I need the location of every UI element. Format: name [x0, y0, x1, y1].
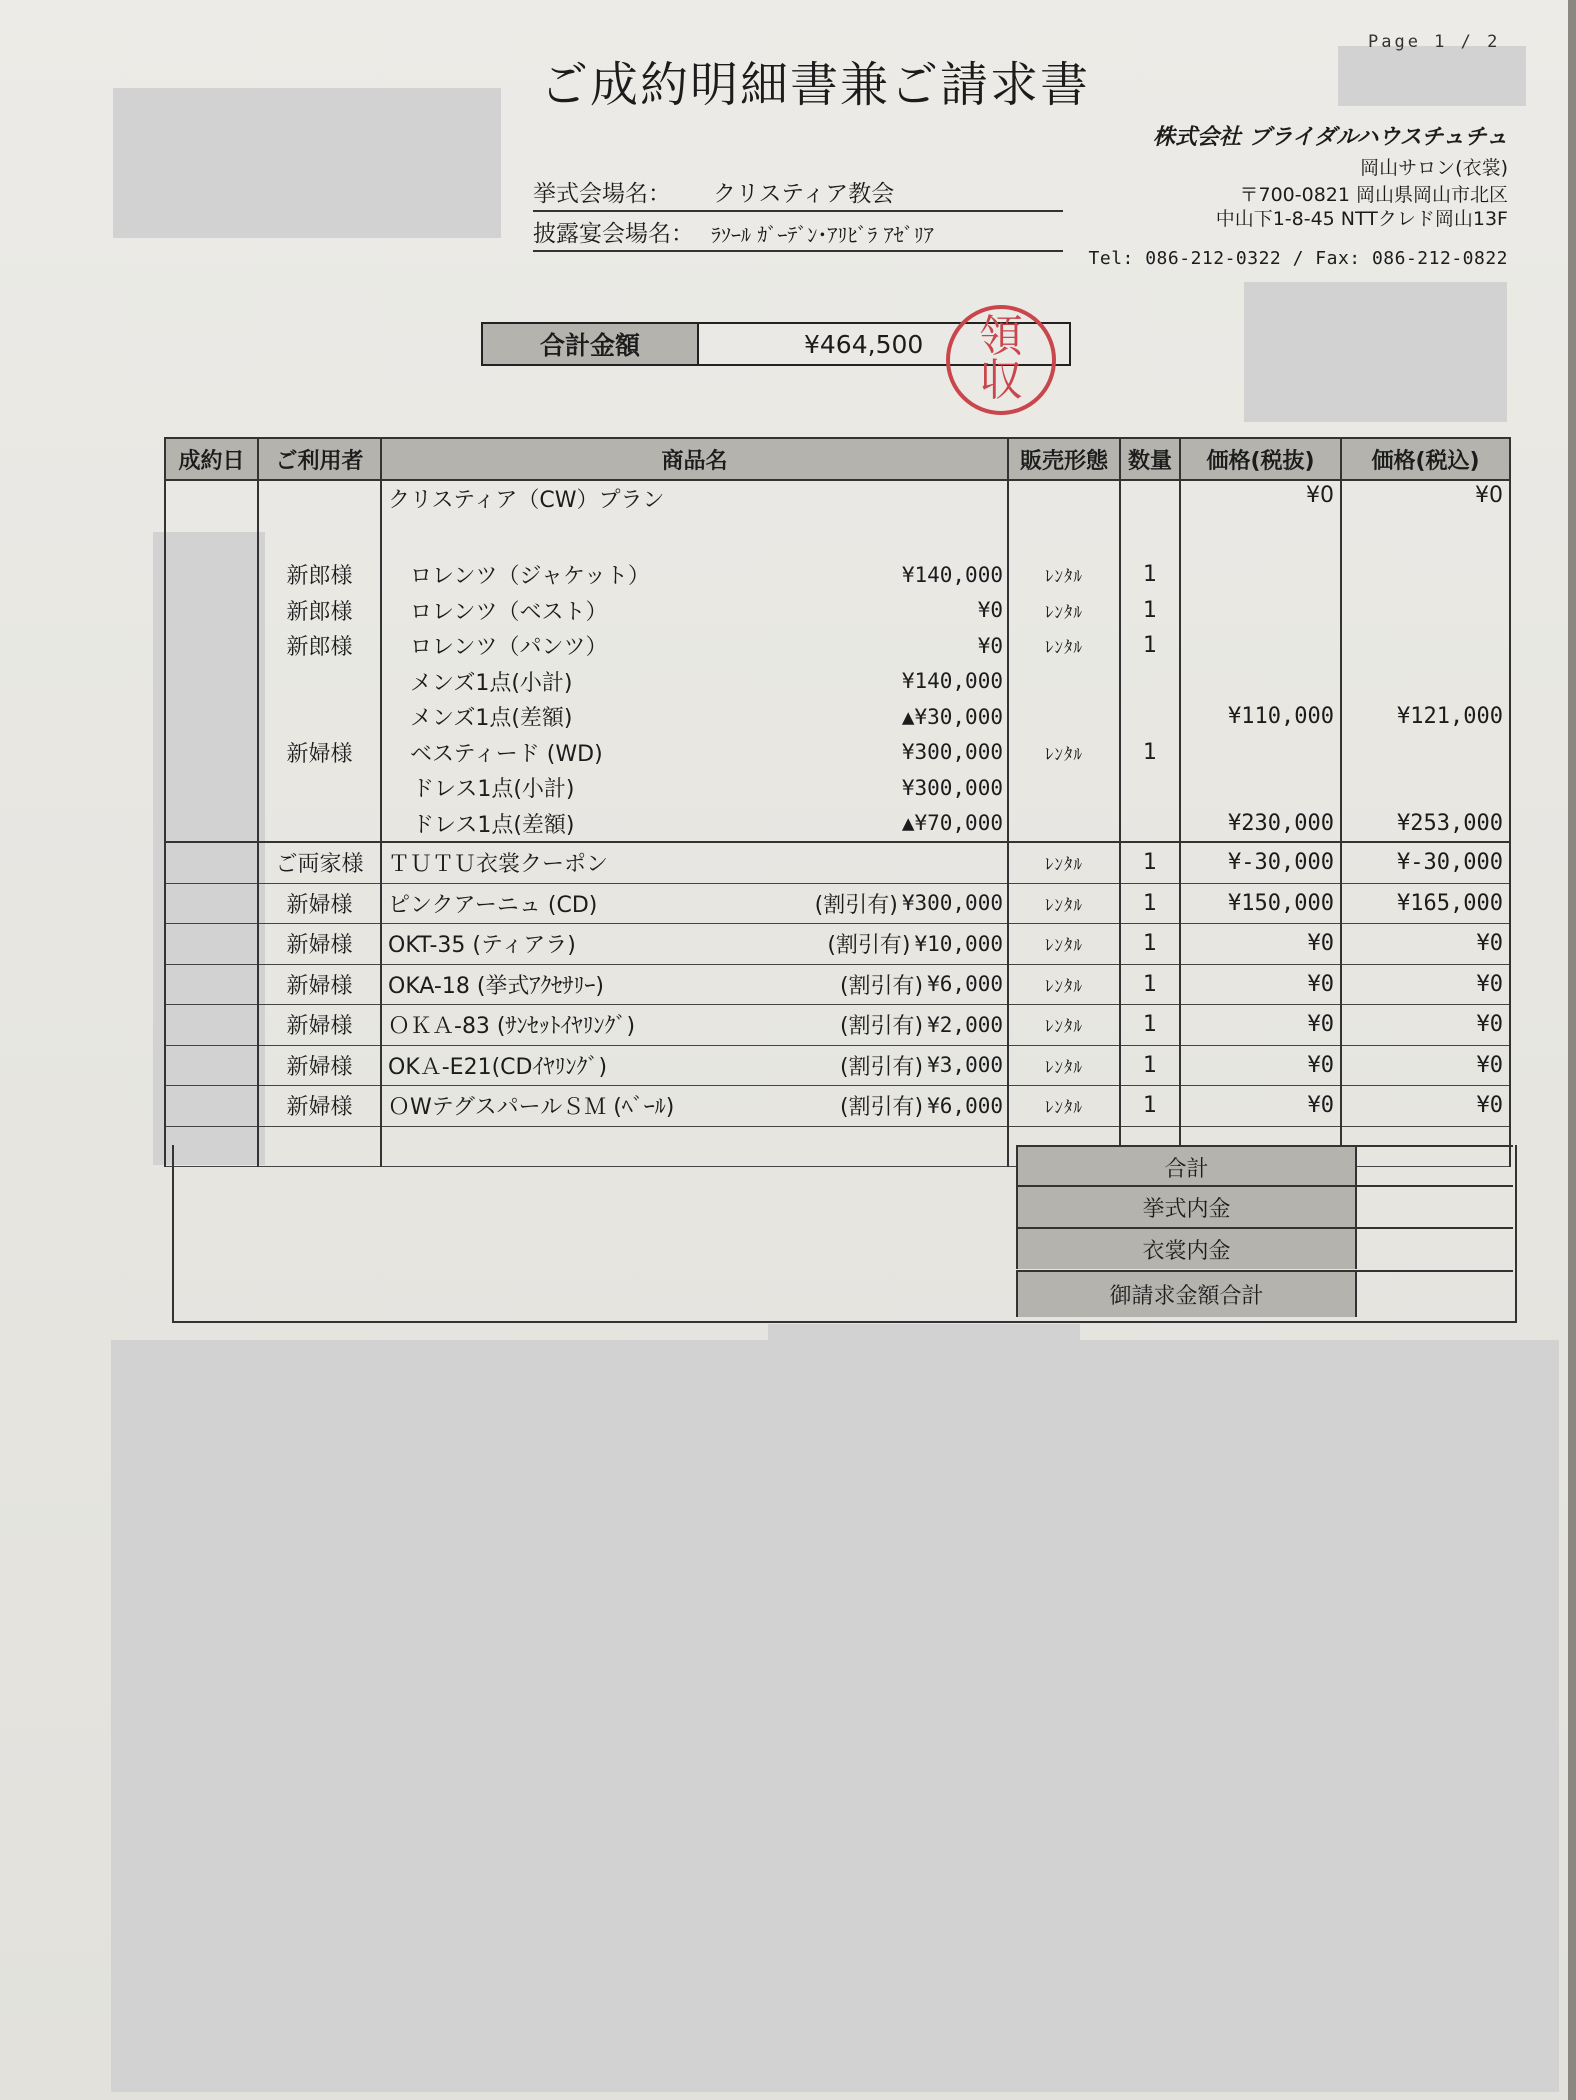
quantity-cell: 1	[1120, 842, 1180, 883]
quantity-cell	[1120, 699, 1180, 735]
product-name: ドレス1点(小計)	[412, 777, 575, 803]
price-cell: ¥110,000	[1180, 699, 1341, 735]
tax-cell: ¥0	[1341, 964, 1510, 1005]
user-cell	[258, 664, 381, 700]
product-name: ピンクアーニュ (CD)	[388, 892, 598, 918]
tax-cell: ¥0	[1341, 1086, 1510, 1127]
total-amount-label: 合計金額	[483, 324, 699, 364]
ceremony-venue-label: 挙式会場名：	[533, 181, 671, 207]
product-cell	[381, 964, 1008, 1005]
sales-type-cell: ﾚﾝﾀﾙ	[1008, 1045, 1120, 1086]
product-amount: ¥140,000	[901, 669, 1003, 694]
product-amount: ¥10,000	[914, 931, 1003, 956]
product-amount: ¥0	[977, 598, 1003, 623]
price-cell: ¥0	[1180, 1045, 1341, 1086]
plan-item-row	[165, 770, 1510, 806]
product-cell	[381, 806, 1008, 843]
user-cell: 新婦様	[258, 924, 381, 965]
summary-row-ceremony-deposit	[1016, 1185, 1513, 1227]
quantity-cell: 1	[1120, 735, 1180, 771]
discount-label: (割引有)	[839, 1014, 924, 1040]
user-cell: 新郎様	[258, 557, 381, 593]
plan-item-row	[165, 628, 1510, 664]
quantity-cell: 1	[1120, 1086, 1180, 1127]
price-cell: ¥230,000	[1180, 806, 1341, 843]
total-amount-value: ¥464,500	[804, 329, 924, 359]
product-amount: ¥0	[977, 633, 1003, 658]
product-amount: ¥300,000	[901, 775, 1003, 800]
table-row	[165, 924, 1510, 965]
header-user: ご利用者	[258, 438, 381, 480]
product-cell	[381, 924, 1008, 965]
sales-type-cell: ﾚﾝﾀﾙ	[1008, 964, 1120, 1005]
page-number: Page 1 / 2	[1368, 32, 1501, 52]
user-cell: 新婦様	[258, 1005, 381, 1046]
price-cell: ¥150,000	[1180, 883, 1341, 924]
quantity-cell	[1120, 664, 1180, 700]
product-cell	[381, 735, 1008, 771]
summary-ceremony-deposit-label: 挙式内金	[1016, 1187, 1357, 1227]
product-amount: ¥300,000	[901, 740, 1003, 765]
product-amount: ¥3,000	[927, 1053, 1003, 1078]
receipt-stamp	[946, 305, 1056, 415]
company-address-2: 中山下1-8-45 NTTクレド岡山13F	[1215, 208, 1508, 230]
company-salon: 岡山サロン(衣裳)	[1360, 157, 1508, 179]
tax-cell: ¥165,000	[1341, 883, 1510, 924]
plan-item-row	[165, 557, 1510, 593]
table-row	[165, 1045, 1510, 1086]
quantity-cell	[1120, 806, 1180, 843]
product-name: ＴＵＴＵ衣裳クーポン	[388, 852, 609, 878]
product-cell	[381, 1045, 1008, 1086]
tax-cell: ¥0	[1341, 1045, 1510, 1086]
sales-type-cell: ﾚﾝﾀﾙ	[1008, 924, 1120, 965]
sales-type-cell	[1008, 699, 1120, 735]
tax-cell	[1341, 735, 1510, 771]
summary-row-subtotal	[1016, 1145, 1513, 1187]
summary-box	[172, 1145, 1517, 1323]
tax-cell: ¥253,000	[1341, 806, 1510, 843]
table-header-row	[165, 438, 1510, 480]
quantity-cell: 1	[1120, 1005, 1180, 1046]
items-table	[164, 437, 1511, 1167]
user-cell: 新郎様	[258, 593, 381, 629]
ceremony-venue-value: クリスティア教会	[713, 181, 895, 207]
product-amount: ¥6,000	[927, 1093, 1003, 1118]
plan-item-row	[165, 699, 1510, 735]
product-amount: ¥6,000	[927, 972, 1003, 997]
product-amount: ¥2,000	[927, 1012, 1003, 1037]
reception-venue-value: ﾗｿｰﾙ ｶﾞｰﾃﾞﾝ･ｱﾘﾋﾞﾗ ｱｾﾞﾘｱ	[711, 223, 934, 247]
reception-venue-label: 披露宴会場名：	[533, 221, 694, 247]
discount-label: (割引有)	[839, 1095, 924, 1121]
quantity-cell: 1	[1120, 964, 1180, 1005]
price-cell	[1180, 770, 1341, 806]
table-row	[165, 883, 1510, 924]
product-cell	[381, 628, 1008, 664]
product-name: メンズ1点(差額)	[410, 706, 573, 732]
user-cell: 新郎様	[258, 628, 381, 664]
product-cell	[381, 557, 1008, 593]
header-quantity: 数量	[1120, 438, 1180, 480]
product-name: ＯWテグスパールＳＭ (ﾍﾞｰﾙ)	[388, 1095, 675, 1121]
product-name: ロレンツ（ジャケット）	[410, 564, 650, 590]
table-row	[165, 1005, 1510, 1046]
table-row	[165, 842, 1510, 883]
product-name: ＯＫＡ-83 (ｻﾝｾｯﾄｲﾔﾘﾝｸﾞ)	[388, 1014, 636, 1040]
product-cell	[381, 699, 1008, 735]
header-sales-type: 販売形態	[1008, 438, 1120, 480]
tax-cell	[1341, 664, 1510, 700]
stamp-char-1: 領	[979, 311, 1023, 362]
plan-row	[165, 480, 1510, 557]
sales-type-cell: ﾚﾝﾀﾙ	[1008, 557, 1120, 593]
plan-item-row	[165, 664, 1510, 700]
company-address-1: 〒700-0821 岡山県岡山市北区	[1239, 184, 1508, 206]
company-tel-fax: Tel: 086-212-0322 / Fax: 086-212-0822	[1088, 248, 1508, 269]
sales-type-cell: ﾚﾝﾀﾙ	[1008, 883, 1120, 924]
quantity-cell: 1	[1120, 883, 1180, 924]
user-cell	[258, 699, 381, 735]
product-amount: ▲¥30,000	[901, 704, 1003, 729]
plan-price: ¥0	[1180, 480, 1341, 557]
price-cell: ¥-30,000	[1180, 842, 1341, 883]
sales-type-cell	[1008, 770, 1120, 806]
quantity-cell: 1	[1120, 1045, 1180, 1086]
tax-cell	[1341, 593, 1510, 629]
product-cell	[381, 664, 1008, 700]
price-cell	[1180, 557, 1341, 593]
product-amount: ¥300,000	[901, 891, 1003, 916]
sales-type-cell: ﾚﾝﾀﾙ	[1008, 842, 1120, 883]
price-cell: ¥0	[1180, 1005, 1341, 1046]
tax-cell: ¥0	[1341, 924, 1510, 965]
summary-subtotal-label: 合計	[1016, 1147, 1357, 1187]
tax-cell	[1341, 628, 1510, 664]
tax-cell: ¥0	[1341, 1005, 1510, 1046]
header-price-incl-tax: 価格(税込)	[1341, 438, 1510, 480]
user-cell	[258, 770, 381, 806]
stamp-char-2: 収	[979, 355, 1023, 406]
product-cell	[381, 842, 1008, 883]
price-cell: ¥0	[1180, 924, 1341, 965]
product-cell	[381, 883, 1008, 924]
product-cell	[381, 1086, 1008, 1127]
tax-cell: ¥-30,000	[1341, 842, 1510, 883]
user-cell	[258, 806, 381, 843]
sales-type-cell	[1008, 806, 1120, 843]
tax-cell	[1341, 557, 1510, 593]
summary-costume-deposit-label: 衣裳内金	[1016, 1229, 1357, 1269]
header-product: 商品名	[381, 438, 1008, 480]
product-name: OKＡ-E21(CDｲﾔﾘﾝｸﾞ)	[388, 1054, 608, 1080]
product-cell	[381, 770, 1008, 806]
summary-row-invoice-total	[1016, 1270, 1513, 1317]
user-cell: 新婦様	[258, 735, 381, 771]
sales-type-cell: ﾚﾝﾀﾙ	[1008, 1005, 1120, 1046]
discount-label: (割引有)	[827, 933, 911, 959]
redacted-page-header	[1338, 46, 1526, 106]
user-cell: ご両家様	[258, 842, 381, 883]
price-cell	[1180, 593, 1341, 629]
product-name: メンズ1点(小計)	[410, 670, 573, 696]
discount-label: (割引有)	[814, 892, 898, 918]
plan-item-row	[165, 806, 1510, 843]
plan-name: クリスティア（CW）プラン	[381, 480, 1008, 557]
quantity-cell: 1	[1120, 924, 1180, 965]
plan-tax: ¥0	[1341, 480, 1510, 557]
sales-type-cell: ﾚﾝﾀﾙ	[1008, 735, 1120, 771]
tax-cell	[1341, 770, 1510, 806]
product-cell	[381, 1005, 1008, 1046]
product-name: ドレス1点(差額)	[412, 812, 575, 838]
discount-label: (割引有)	[839, 1054, 924, 1080]
quantity-cell: 1	[1120, 628, 1180, 664]
redacted-customer-name	[113, 88, 501, 238]
sales-type-cell: ﾚﾝﾀﾙ	[1008, 628, 1120, 664]
document-title: ご成約明細書兼ご請求書	[540, 57, 1091, 113]
redacted-staff-stamp	[1244, 282, 1507, 422]
plan-item-row	[165, 593, 1510, 629]
quantity-cell: 1	[1120, 557, 1180, 593]
summary-invoice-total-label: 御請求金額合計	[1016, 1272, 1357, 1317]
header-contract-date: 成約日	[165, 438, 258, 480]
product-name: ロレンツ（ベスト）	[410, 599, 608, 625]
plan-item-row	[165, 735, 1510, 771]
product-name: ロレンツ（パンツ）	[410, 635, 608, 661]
table-row	[165, 1086, 1510, 1127]
price-cell	[1180, 735, 1341, 771]
quantity-cell	[1120, 770, 1180, 806]
ceremony-venue-row	[533, 172, 1063, 212]
summary-row-costume-deposit	[1016, 1227, 1513, 1269]
user-cell: 新婦様	[258, 1045, 381, 1086]
tax-cell: ¥121,000	[1341, 699, 1510, 735]
reception-venue-row	[533, 212, 1063, 252]
redacted-footer-area	[111, 1340, 1559, 2092]
sales-type-cell: ﾚﾝﾀﾙ	[1008, 1086, 1120, 1127]
user-cell: 新婦様	[258, 964, 381, 1005]
product-cell	[381, 593, 1008, 629]
company-name: 株式会社 ブライダルハウスチュチュ	[1152, 125, 1508, 150]
price-cell	[1180, 664, 1341, 700]
discount-label: (割引有)	[839, 973, 924, 999]
user-cell: 新婦様	[258, 883, 381, 924]
product-name: OKT-35 (ティアラ)	[388, 933, 576, 959]
price-cell	[1180, 628, 1341, 664]
header-price-excl-tax: 価格(税抜)	[1180, 438, 1341, 480]
product-name: ベスティード (WD)	[410, 741, 603, 767]
price-cell: ¥0	[1180, 964, 1341, 1005]
product-amount: ▲¥70,000	[901, 811, 1003, 836]
quantity-cell: 1	[1120, 593, 1180, 629]
table-row	[165, 964, 1510, 1005]
sales-type-cell: ﾚﾝﾀﾙ	[1008, 593, 1120, 629]
price-cell: ¥0	[1180, 1086, 1341, 1127]
sales-type-cell	[1008, 664, 1120, 700]
product-name: OKA-18 (挙式ｱｸｾｻﾘｰ)	[388, 973, 605, 999]
user-cell: 新婦様	[258, 1086, 381, 1127]
product-amount: ¥140,000	[901, 562, 1003, 587]
